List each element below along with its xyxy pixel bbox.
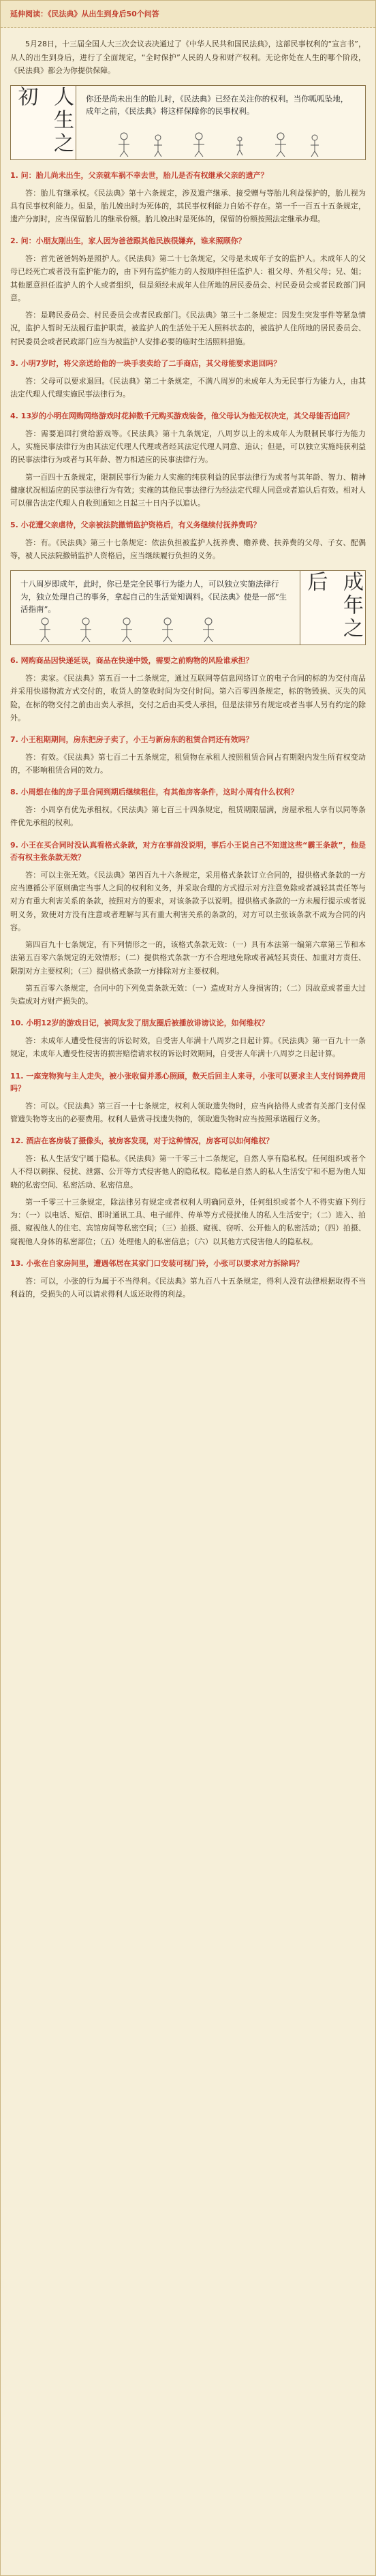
answer-paragraph: 答：父母可以要求退回。《民法典》第二十条规定，不满八周岁的未成年人为无民事行为能力人，由其法定代理人代理实施民事法律行为。 <box>10 376 366 399</box>
answer-paragraph: 答：小周享有优先承租权。《民法典》第七百三十四条规定，租赁期限届满，房屋承租人享有以同等条件优先承租的权利。 <box>10 805 366 828</box>
answer-paragraph: 答：可以，小张的行为属于不当得利。《民法典》第九百八十五条规定，得利人没有法律根据取得不当利益的，受损失的人可以请求得利人返还取得的利益。 <box>10 1276 366 1299</box>
answer-paragraph: 第五百零六条规定，合同中的下列免责条款无效：（一）造成对方人身损害的；（二）因故意或者重大过失造成对方财产损失的。 <box>10 983 366 1006</box>
qa-section-childhood <box>10 170 366 562</box>
answer-paragraph: 答：需要追回打赏给游戏等。《民法典》第十九条规定，八周岁以上的未成年人为限制民事行为能力人，实施民事法律行为由其法定代理人代理或者经其法定代理人同意、追认；但是，可以独立实施纯获利益的民事法律行为或者与其年龄、智力相适应的民事法律行为。 <box>10 429 366 465</box>
question-heading: 8. 小周想在他的房子里合同到期后继续租住，有其他房客条件，这时小周有什么权利？ <box>10 788 298 797</box>
banner-quote <box>11 571 300 645</box>
adulthood-banner <box>10 570 366 645</box>
article-content <box>1 28 375 1314</box>
banner-seal: 成年之后 <box>300 571 365 645</box>
question-heading: 5. 小花遭父亲虐待，父亲被法院撤销监护资格后，有义务继续付抚养费吗？ <box>10 521 261 530</box>
question-heading: 4. 13岁的小明在网购网络游戏时花掉数千元购买游戏装备，他父母认为他无权决定，其父母能否追回？ <box>10 412 354 421</box>
qa-section-adulthood <box>10 655 366 1301</box>
banner-quote-text: 你还是尚未出生的胎儿时，《民法典》已经在关注你的权利。当你呱呱坠地，成年之前，《民法典》将这样保障你的民事权利。 <box>86 94 349 117</box>
people-sketch-illustration <box>18 616 290 642</box>
question-heading: 10. 小明12岁的游戏日记，被网友发了朋友圈后被播放诽谤议论，如何维权？ <box>10 1019 269 1028</box>
question-heading: 1. 问：胎儿尚未出生，父亲就车祸不幸去世，胎儿是否有权继承父亲的遗产？ <box>10 171 268 180</box>
question-heading: 9. 小王在买合同时没认真看格式条款，对方在事前没说明，事后小王说自己不知道这些“霸王条款”，他是否有权主张条款无效？ <box>10 840 366 863</box>
banner-seal: 人生之初 <box>11 86 76 159</box>
answer-paragraph: 答：有效。《民法典》第七百二十五条规定，租赁物在承租人按照租赁合同占有期限内发生所有权变动的，不影响租赁合同的效力。 <box>10 752 366 775</box>
question-heading: 7. 小王租期期间，房东把房子卖了，小王与新房东的租赁合同还有效吗？ <box>10 735 253 745</box>
answer-paragraph: 答：未成年人遭受性侵害的诉讼时效，自受害人年满十八周岁之日起计算。《民法典》第一百九十一条规定，未成年人遭受性侵害的损害赔偿请求权的诉讼时效期间，自受害人年满十八周岁之日起计算。 <box>10 1036 366 1059</box>
answer-paragraph: 答：可以。《民法典》第三百一十七条规定，权利人领取遗失物时，应当向拾得人或者有关部门支付保管遗失物等支出的必要费用。权利人悬赏寻找遗失物的，领取遗失物时应当按照承诺履行义务。 <box>10 1101 366 1124</box>
question-heading: 11. 一座宠物狗与主人走失，被小张收留并悉心照顾，数天后回主人来寻，小张可以要求主人支付饲养费用吗？ <box>10 1071 366 1093</box>
answer-paragraph: 第一千零三十三条规定，除法律另有规定或者权利人明确同意外，任何组织或者个人不得实施下列行为：（一）以电话、短信、即时通讯工具、电子邮件、传单等方式侵扰他人的私人生活安宁；（二）进入、拍摄、窥视他人的住宅、宾馆房间等私密空间；（三）拍摄、窥视、窃听、公开他人的私密活动；（四）拍摄、窥视他人身体的私密部位；（五）处理他人的私密信息；（六）以其他方式侵害他人的隐私权。 <box>10 1197 366 1246</box>
answer-paragraph: 答：卖家。《民法典》第五百一十二条规定，通过互联网等信息网络订立的电子合同的标的为交付商品并采用快递物流方式交付的，收货人的签收时间为交付时间。第六百零四条规定，标的物毁损、灭失的风险，在标的物交付之前由出卖人承担，交付之后由买受人承担，但是法律另有规定或者当事人另有约定的除外。 <box>10 674 366 722</box>
banner-quote <box>76 86 365 159</box>
question-heading: 6. 网购商品因快递延误，商品在快递中毁，需要之前购物的风险谁承担？ <box>10 656 253 666</box>
answer-paragraph: 答：首先爸爸妈妈是照护人。《民法典》第二十七条规定，父母是未成年子女的监护人。未成年人的父母已经死亡或者没有监护能力的，由下列有监护能力的人按顺序担任监护人：祖父母、外祖父母；兄、姐；其他愿意担任监护人的个人或者组织，但是须经未成年人住所地的居民委员会、村民委员会或者民政部门同意。 <box>10 254 366 302</box>
answer-paragraph: 答：可以主张无效。《民法典》第四百九十六条规定，采用格式条款订立合同的，提供格式条款的一方应当遵循公平原则确定当事人之间的权利和义务，并采取合理的方式提示对方注意免除或者减轻其责任等与对方有重大利害关系的条款，按照对方的要求，对该条款予以说明。提供格式条款的一方未履行提示或者说明义务，致使对方没有注意或者理解与其有重大利害关系的条款的，对方可以主张该条款不成为合同的内容。 <box>10 870 366 932</box>
answer-paragraph: 第一百四十五条规定，限制民事行为能力人实施的纯获利益的民事法律行为或者与其年龄、智力、精神健康状况相适应的民事法律行为有效；实施的其他民事法律行为经法定代理人同意或者追认后有效。相对人可以催告法定代理人自收到通知之日起三十日内予以追认。 <box>10 472 366 508</box>
family-sketch-illustration <box>83 131 356 157</box>
question-heading: 13. 小张在自家房间里，遭遇邻居在其家门口安装可视门铃，小张可以要求对方拆除吗？ <box>10 1258 304 1268</box>
question-heading: 2. 问：小朋友刚出生，家人因为爸爸跟其他民族很嫌弃，谁来照顾你？ <box>10 236 246 246</box>
answer-paragraph: 答：胎儿有继承权。《民法典》第十六条规定，涉及遗产继承、接受赠与等胎儿利益保护的，胎儿视为具有民事权利能力。但是，胎儿娩出时为死体的，其民事权利能力自始不存在。第一千一百五十五条规定，遗产分割时，应当保留胎儿的继承份额。胎儿娩出时是死体的，保留的份额按照法定继承办理。 <box>10 188 366 224</box>
question-heading: 3. 小明7岁时，将父亲送给他的一块手表卖给了二手商店，其父母能要求退回吗？ <box>10 358 281 368</box>
answer-paragraph: 答：私人生活安宁属于隐私。《民法典》第一千零三十二条规定，自然人享有隐私权。任何组织或者个人不得以刺探、侵扰、泄露、公开等方式侵害他人的隐私权。隐私是自然人的私人生活安宁和不愿为他人知晓的私密空间、私密活动、私密信息。 <box>10 1154 366 1190</box>
answer-paragraph: 答：有。《民法典》第三十七条规定：依法负担被监护人抚养费、赡养费、扶养费的父母、子女、配偶等，被人民法院撤销监护人资格后，应当继续履行负担的义务。 <box>10 538 366 561</box>
intro-paragraph: 5月28日，十三届全国人大三次会议表决通过了《中华人民共和国民法典》，这部民事权利的“宣言书”，从人的出生到身后，进行了全面规定，“全时保护”人民的人身和财产权利。无论你处在人生的哪个阶段，《民法典》都会为你提供保障。 <box>10 40 366 75</box>
question-heading: 12. 酒店在客房装了摄像头，被房客发现，对于这种情况，房客可以如何维权？ <box>10 1136 274 1146</box>
answer-paragraph: 答：是聘民委员会、村民委员会或者民政部门。《民法典》第三十二条规定：因发生突发事件等紧急情况，监护人暂时无法履行监护职责，被监护人的生活处于无人照料状态的，被监护人住所地的居民委员会、村民委员会或者民政部门应当为被监护人安排必要的临时生活照料措施。 <box>10 311 366 346</box>
banner-quote-text: 十八周岁即成年，此时，你已是完全民事行为能力人，可以独立实施法律行为，独立处理自己的事务，拿起自己的生活觉知调料。《民法典》使是一部“生活指南”。 <box>20 579 287 615</box>
article-header: 延伸阅读：《民法典》从出生到身后50个问答 <box>1 1 375 28</box>
life-start-banner <box>10 85 366 160</box>
answer-paragraph: 第四百九十七条规定，有下列情形之一的，该格式条款无效：（一）具有本法第一编第六章第三节和本法第五百零六条规定的无效情形；（二）提供格式条款一方不合理地免除或者减轻其责任、加重对方责任、限制对方主要权利；（三）提供格式条款一方排除对方主要权利。 <box>10 940 366 976</box>
